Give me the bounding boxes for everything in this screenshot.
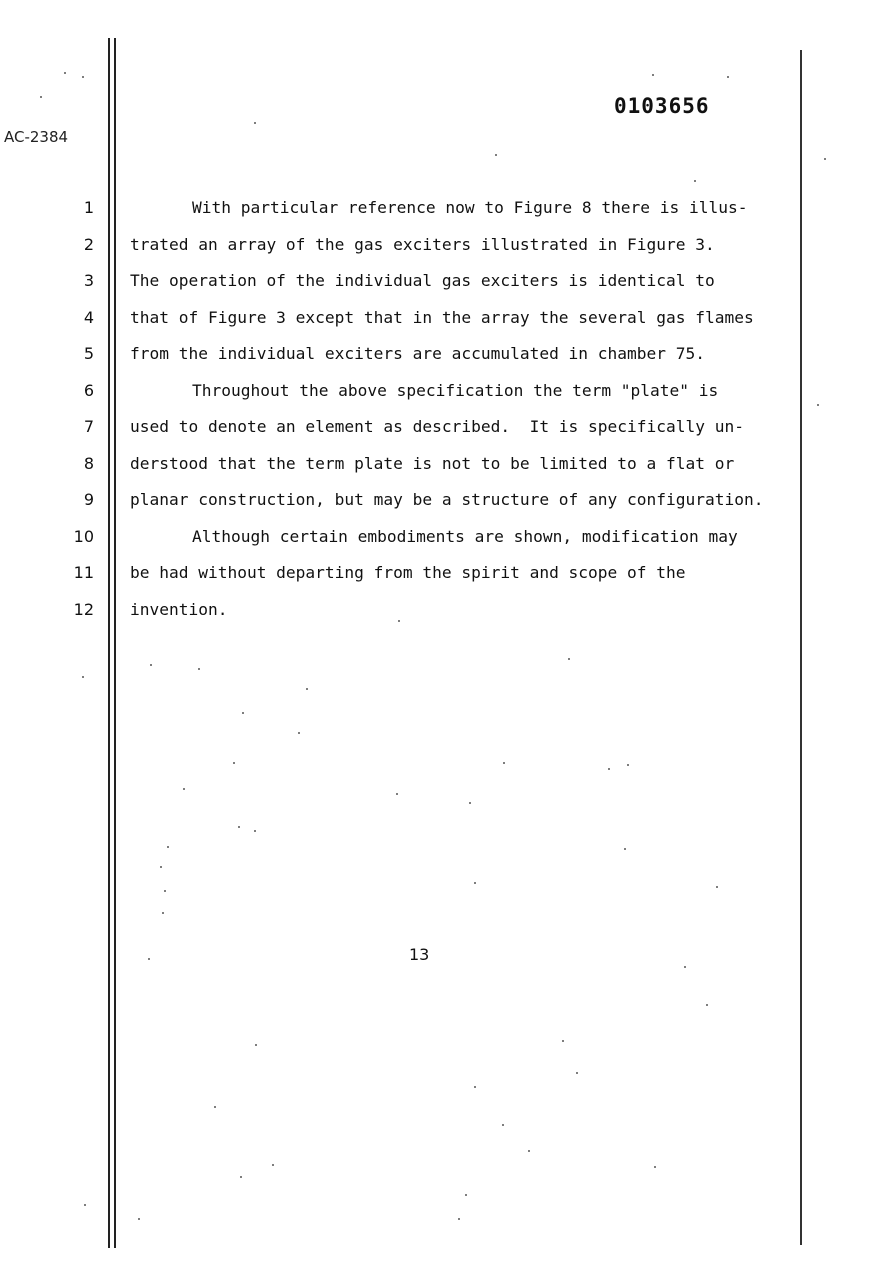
left-margin-rule-outer [108,38,110,1248]
body-line: planar construction, but may be a structure of any configuration. [130,490,764,509]
body-line: trated an array of the gas exciters illustrated in Figure 3. [130,234,715,254]
line-number: 12 [73,599,94,619]
line-number-column [58,197,94,635]
body-line: used to denote an element as described. It is specifically un- [130,417,744,436]
line-number: 11 [73,563,94,582]
body-line: With particular reference now to Figure 8 there is illus- [192,198,748,217]
body-line: that of Figure 3 except that in the array the several gas flames [130,307,754,327]
line-number: 3 [83,271,94,290]
line-number: 9 [83,490,94,509]
line-number: 6 [83,380,94,400]
body-line: derstood that the term plate is not to be limited to a flat or [130,453,735,473]
body-line: Throughout the above specification the term "plate" is [192,380,719,400]
body-line: be had without departing from the spirit and scope of the [130,563,686,582]
body-text [130,197,790,635]
right-margin-rule [800,50,802,1245]
case-reference: AC-2384 [4,128,69,146]
body-line: Although certain embodiments are shown, modification may [192,526,738,546]
page-number: 13 [409,945,430,964]
left-margin-rule-inner [114,38,116,1248]
body-line: invention. [130,599,228,619]
line-number: 5 [83,344,94,363]
line-number: 2 [83,234,94,254]
line-number: 10 [73,526,94,546]
line-number: 8 [83,453,94,473]
body-line: The operation of the individual gas exciters is identical to [130,271,715,290]
document-number: 0103656 [614,94,710,118]
line-number: 7 [83,417,94,436]
line-number: 1 [83,198,94,217]
body-line: from the individual exciters are accumulated in chamber 75. [130,344,705,363]
line-number: 4 [83,307,94,327]
